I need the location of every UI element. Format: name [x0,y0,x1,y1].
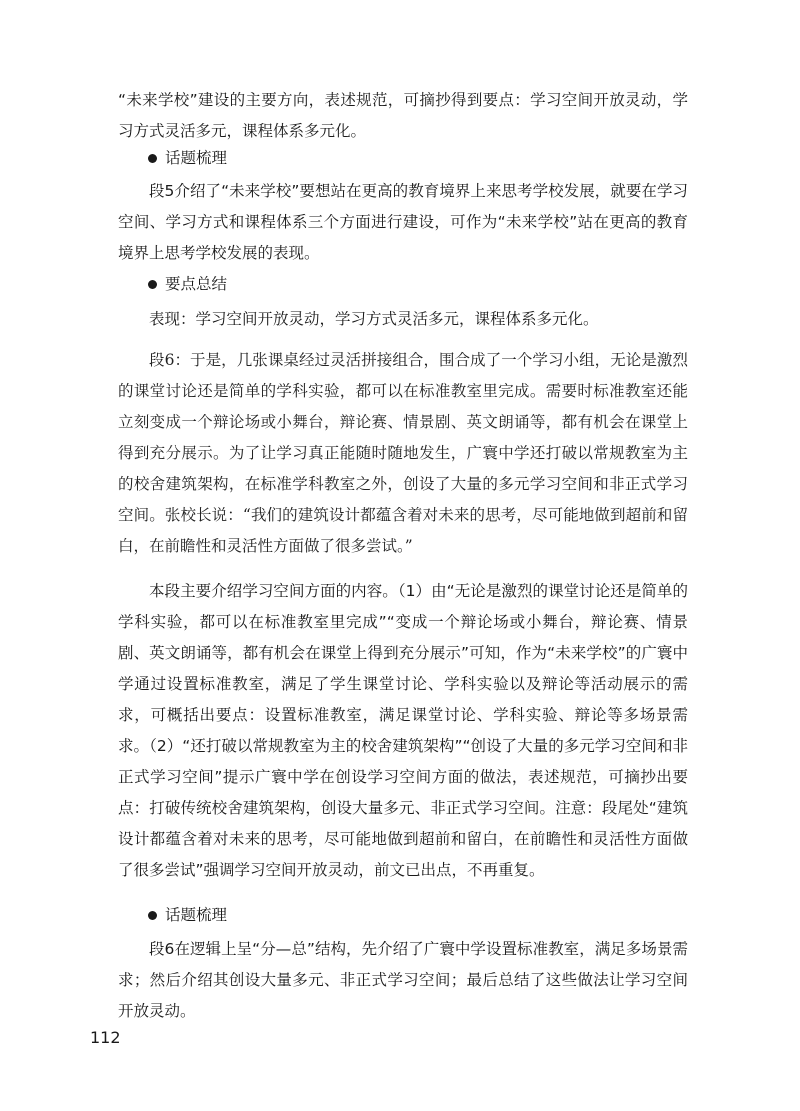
heading-label: 要点总结 [165,275,228,293]
paragraph-intro: “未来学校”建设的主要方向，表述规范，可摘抄得到要点：学习空间开放灵动，学习方式灵活多元，课程体系多元化。 [118,91,688,140]
paragraph-analysis-5: 段5介绍了“未来学校”要想站在更高的教育境界上来思考学校发展，就要在学习空间、学习方式和课程体系三个方面进行建设，可作为“未来学校”站在更高的教育境界上思考学校发展的表现。 [118,182,688,262]
section-heading-summary [148,272,227,296]
paragraph-analysis-6: 本段主要介绍学习空间方面的内容。（1）由“无论是激烈的课堂讨论还是简单的学科实验，都可以在标准教室里完成”“变成一个辩论场或小舞台，辩论赛、情景剧、英文朗诵等，都有机会在课堂上得到充分展示”可知，作为“未来学校”的广寰中学通过设置标准教室，满足了学生课堂讨论、学科实验以及辩论等活动展示的需求，可概括出要点：设置标准教室，满足课堂讨论、学科实验、辩论等多场景需求。（2）“还打破以常规教室为主的校舍建筑架构”“创设了大量的多元学习空间和非正式学习空间”提示广寰中学在创设学习空间方面的做法，表述规范，可摘抄出要点：打破传统校舍建筑架构，创设大量多元、非正式学习空间。注意：段尾处“建筑设计都蕴含着对未来的思考，尽可能地做到超前和留白，在前瞻性和灵活性方面做了很多尝试”强调学习空间开放灵动，前文已出点，不再重复。 [118,582,688,879]
heading-label: 话题梳理 [165,149,228,167]
section-heading-topic-2 [148,903,227,927]
paragraph-summary: 表现：学习空间开放灵动，学习方式灵活多元，课程体系多元化。 [149,310,599,328]
heading-label: 话题梳理 [165,906,228,924]
section-heading-topic-1 [148,146,227,170]
paragraph-structure: 段6在逻辑上呈“分—总”结构，先介绍了广寰中学设置标准教室，满足多场景需求；然后介绍其创设大量多元、非正式学习空间；最后总结了这些做法让学习空间开放灵动。 [118,940,688,1020]
bullet-icon [148,280,157,289]
bullet-icon [148,911,157,920]
bullet-icon [148,154,157,163]
paragraph-source-6: 段6：于是，几张课桌经过灵活拼接组合，围合成了一个学习小组，无论是激烈的课堂讨论还是简单的学科实验，都可以在标准教室里完成。需要时标准教室还能立刻变成一个辩论场或小舞台，辩论赛、情景剧、英文朗诵等，都有机会在课堂上得到充分展示。为了让学习真正能随时随地发生，广寰中学还打破以常规教室为主的校舍建筑架构，在标准学科教室之外，创设了大量的多元学习空间和非正式学习空间。张校长说：“我们的建筑设计都蕴含着对未来的思考，尽可能地做到超前和留白，在前瞻性和灵活性方面做了很多尝试。” [118,351,688,555]
page-number: 112 [90,1028,121,1047]
